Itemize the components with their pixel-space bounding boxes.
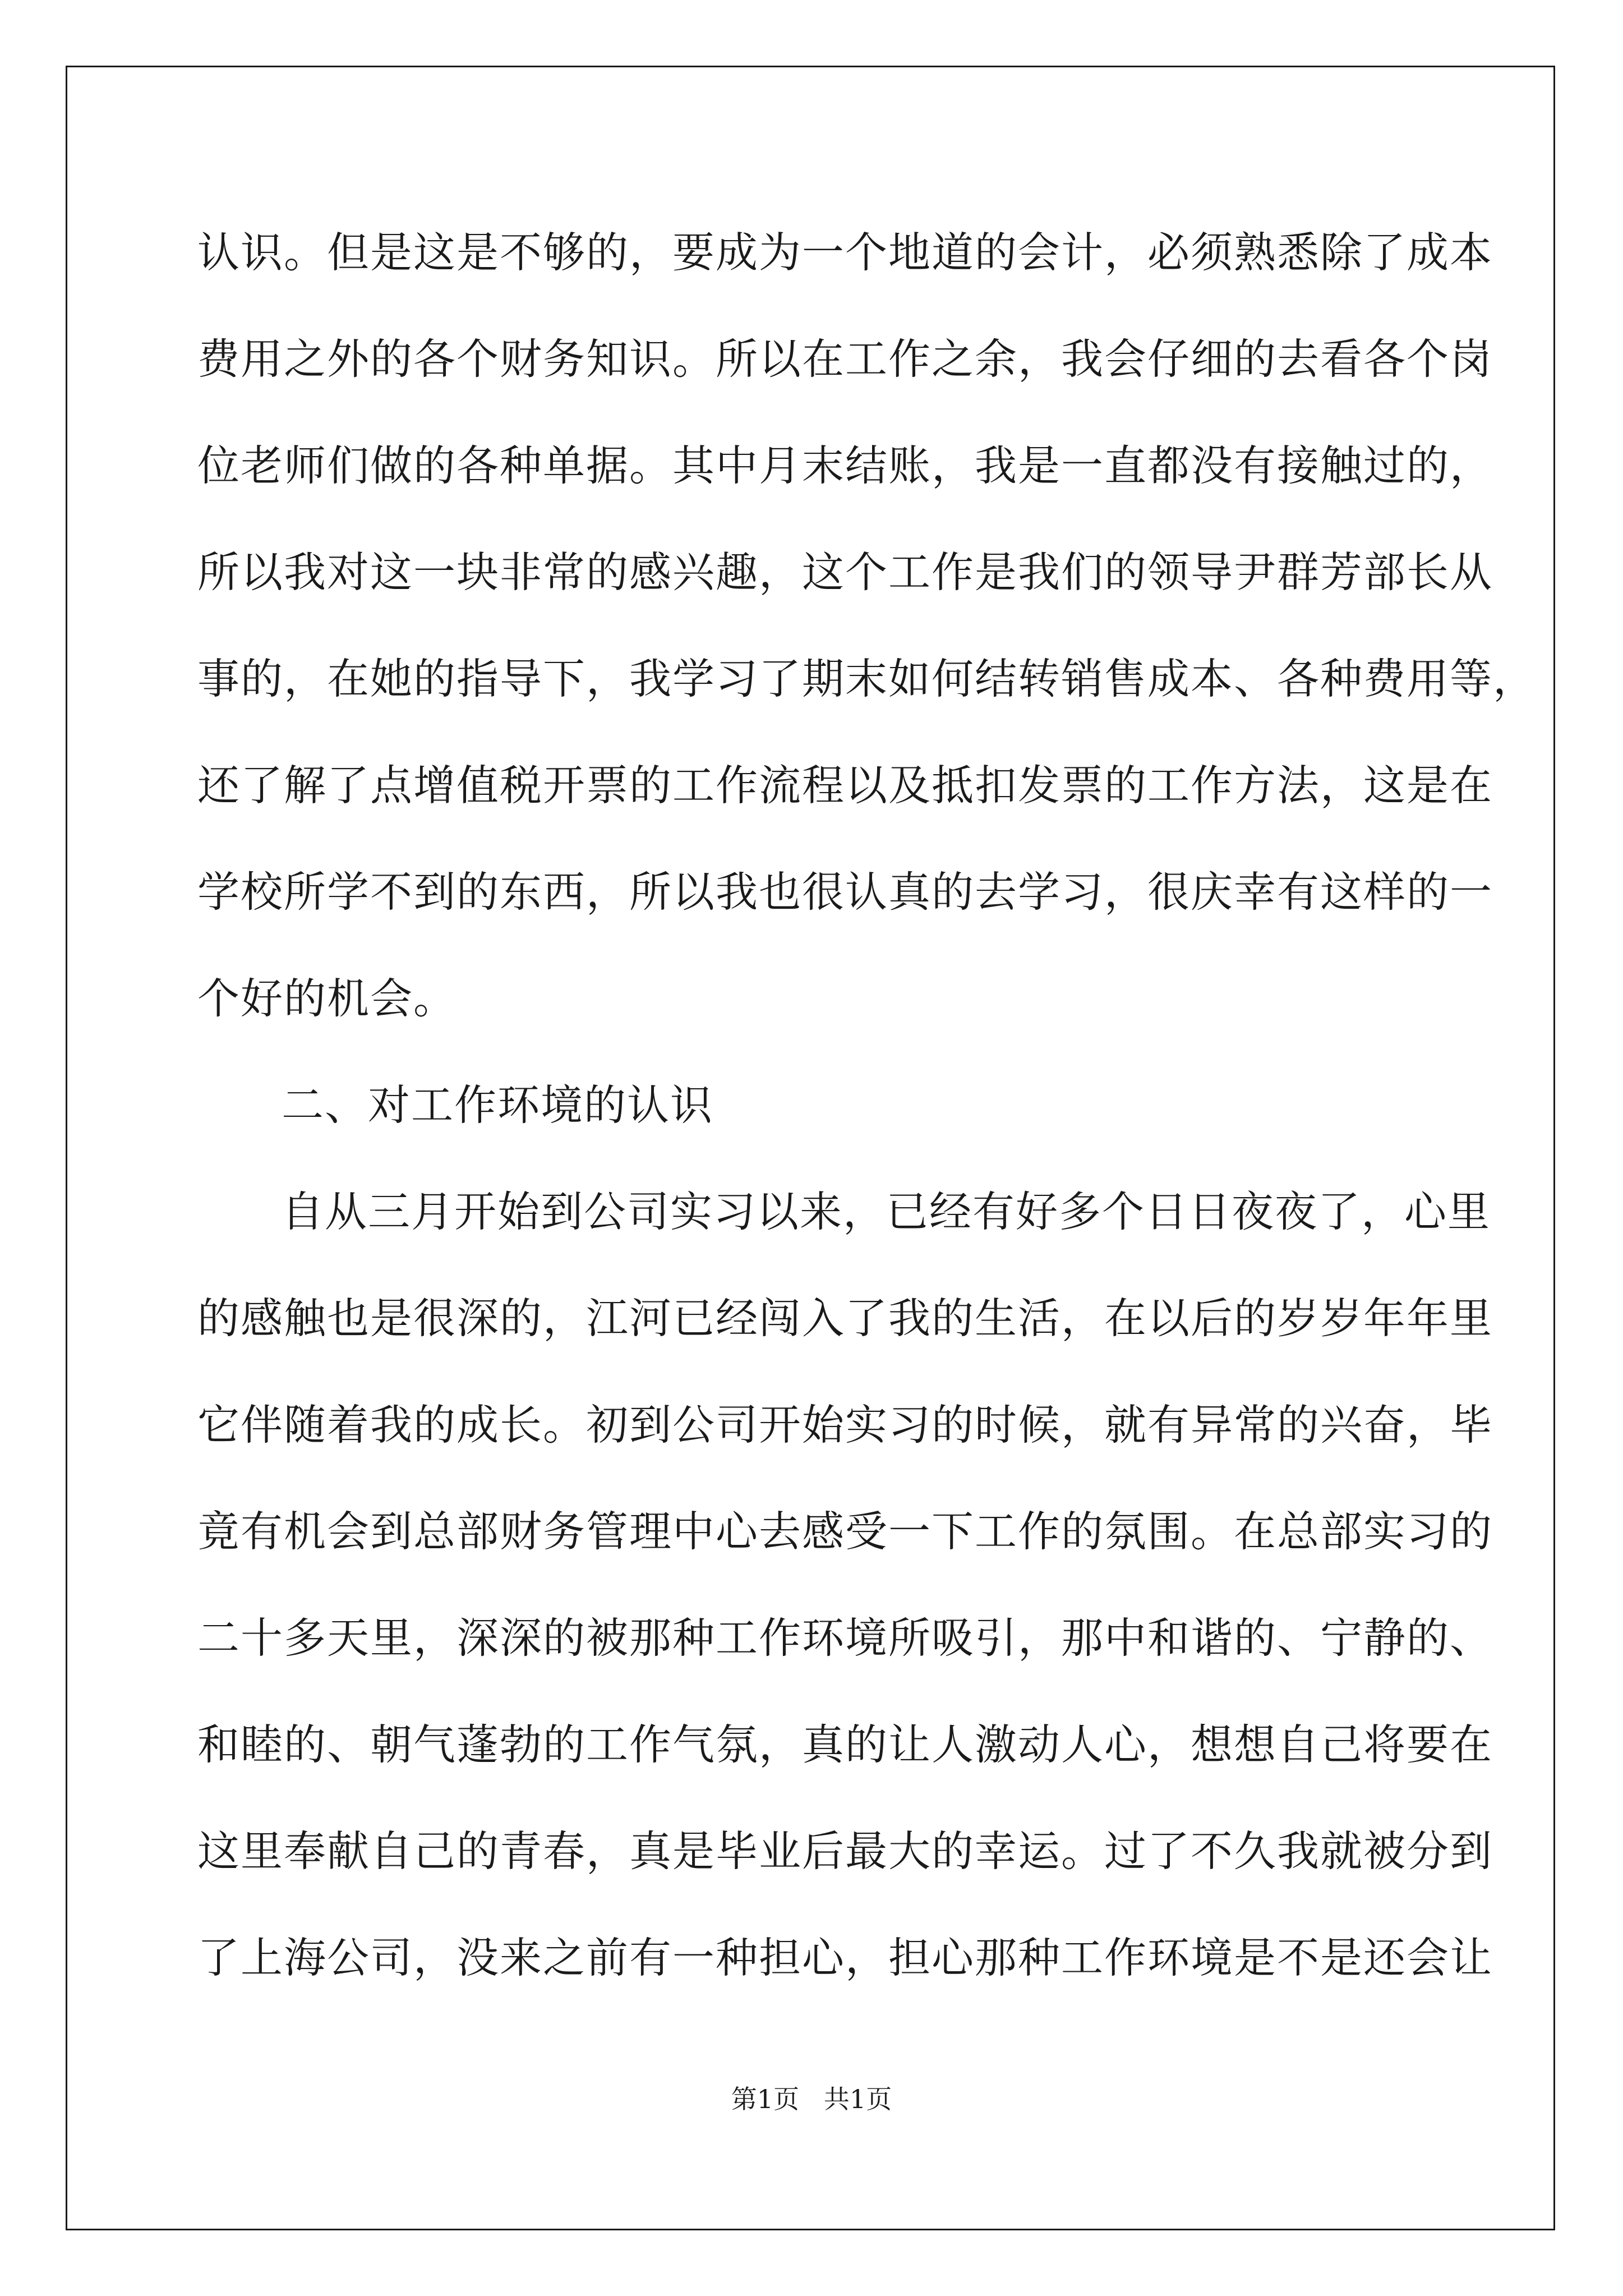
paragraph-line: 认识。但是这是不够的，要成为一个地道的会计，必须熟悉除了成本 (197, 228, 1493, 277)
paragraph-line: 它伴随着我的成长。初到公司开始实习的时候，就有异常的兴奋，毕 (197, 1400, 1493, 1450)
section-heading: 二、对工作环境的认识 (282, 1080, 714, 1130)
paragraph-line: 和睦的、朝气蓬勃的工作气氛，真的让人激动人心，想想自己将要在 (197, 1720, 1493, 1769)
paragraph-line: 这里奉献自己的青春，真是毕业后最大的幸运。过了不久我就被分到 (197, 1826, 1493, 1876)
paragraph-line: 事的，在她的指导下，我学习了期末如何结转销售成本、各种费用等， (197, 654, 1537, 703)
paragraph-line: 费用之外的各个财务知识。所以在工作之余，我会仔细的去看各个岗 (197, 334, 1493, 384)
paragraph-line: 的感触也是很深的，江河已经闯入了我的生活，在以后的岁岁年年里 (197, 1294, 1493, 1343)
page-number-footer: 第1页 共1页 (731, 2084, 892, 2114)
paragraph-line: 学校所学不到的东西，所以我也很认真的去学习，很庆幸有这样的一 (197, 867, 1493, 917)
paragraph-line: 了上海公司，没来之前有一种担心，担心那种工作环境是不是还会让 (197, 1933, 1493, 1982)
paragraph-line: 二十多天里，深深的被那种工作环境所吸引，那中和谐的、宁静的、 (197, 1613, 1493, 1663)
paragraph-line: 自从三月开始到公司实习以来，已经有好多个日日夜夜了，心里 (282, 1187, 1491, 1236)
paragraph-line: 还了解了点增值税开票的工作流程以及抵扣发票的工作方法，这是在 (197, 761, 1493, 810)
paragraph-line: 竟有机会到总部财务管理中心去感受一下工作的氛围。在总部实习的 (197, 1507, 1493, 1556)
paragraph-line: 个好的机会。 (197, 974, 457, 1023)
paragraph-line: 位老师们做的各种单据。其中月末结账，我是一直都没有接触过的， (197, 441, 1493, 490)
paragraph-line: 所以我对这一块非常的感兴趣，这个工作是我们的领导尹群芳部长从 (197, 547, 1493, 597)
